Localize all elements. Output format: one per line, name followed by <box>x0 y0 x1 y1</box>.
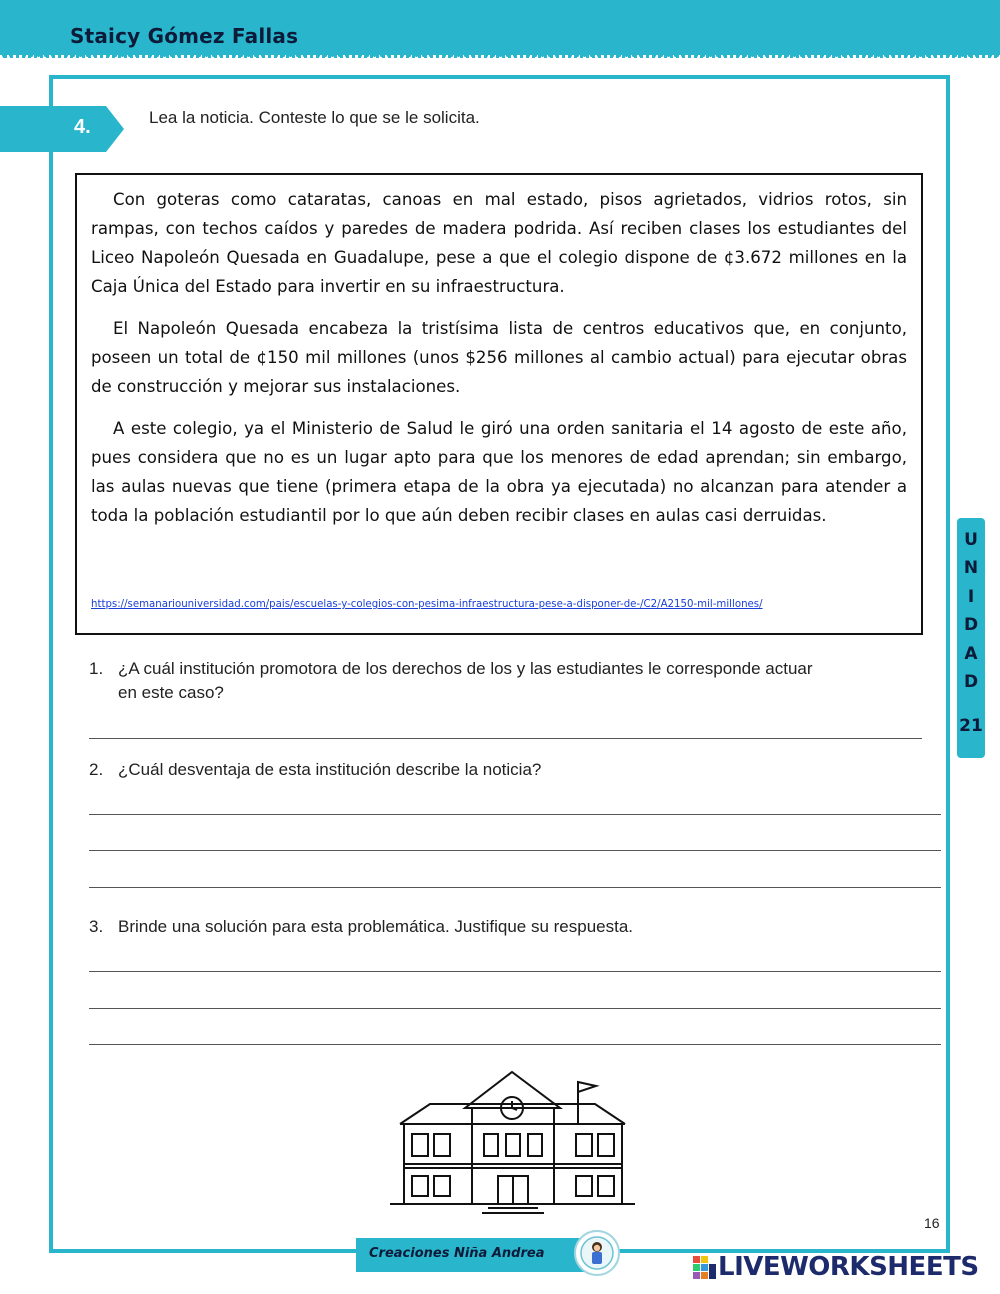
exercise-number-tab <box>0 106 124 152</box>
page-number: 16 <box>924 1215 940 1231</box>
unit-letter: A <box>964 644 978 664</box>
question-number: 1. <box>89 659 104 678</box>
question-text: Brinde una solución para esta problemática. Justifique su respuesta. <box>118 917 634 936</box>
footer-banner-text: Creaciones Niña Andrea <box>369 1246 545 1261</box>
author-logo-icon <box>574 1230 620 1276</box>
answer-line[interactable] <box>89 850 941 851</box>
answer-line[interactable] <box>89 971 941 972</box>
question-3 <box>89 915 929 941</box>
question-text: ¿Cuál desventaja de esta institución describe la noticia? <box>118 760 542 779</box>
answer-line[interactable] <box>89 738 922 739</box>
question-1 <box>89 657 929 707</box>
answer-line[interactable] <box>89 1008 941 1009</box>
unit-letter: D <box>963 672 979 692</box>
unit-letter: U <box>964 530 978 550</box>
school-building-icon <box>390 1068 635 1216</box>
liveworksheets-watermark: LIVEWORKSHEETS <box>718 1252 979 1282</box>
question-text: en este caso? <box>118 683 224 702</box>
header-dotted-border <box>0 52 1000 60</box>
news-paragraph: Con goteras como cataratas, canoas en mal estado, pisos agrietados, vidrios rotos, sin rampas, con techos caídos y paredes de madera podrida. Así reciben clases los estudiantes del Liceo Napoleón Quesada en Guadalupe, pese a que el colegio dispone de ¢3.672 millones en la Caja Única del Estado para invertir en su infraestructura. <box>91 190 907 296</box>
exercise-instruction: Lea la noticia. Conteste lo que se le solicita. <box>149 108 480 127</box>
question-number: 2. <box>89 760 104 779</box>
question-number: 3. <box>89 917 104 936</box>
answer-line[interactable] <box>89 814 941 815</box>
news-paragraph: El Napoleón Quesada encabeza la tristísima lista de centros educativos que, en conjunto, poseen un total de ¢150 mil millones (unos $256 millones al cambio actual) para ejecutar obras de construcción y mejorar sus instalaciones. <box>91 319 907 396</box>
answer-line[interactable] <box>89 887 941 888</box>
answer-line[interactable] <box>89 1044 941 1045</box>
question-2 <box>89 758 929 784</box>
news-article-box <box>75 173 923 635</box>
unit-letter: I <box>967 587 975 607</box>
news-paragraph: A este colegio, ya el Ministerio de Salud le giró una orden sanitaria el 14 agosto de este año, pues considera que no es un lugar apto para que los menores de edad aprendan; sin embargo, las aulas nuevas que tiene (primera etapa de la obra ya ejecutada) no alcanzan para atender a toda la población estudiantil por lo que aún deben recibir clases en aulas casi derruidas. <box>91 419 907 525</box>
unit-letter: D <box>963 615 979 635</box>
author-name: Staicy Gómez Fallas <box>70 24 299 48</box>
question-text: ¿A cuál institución promotora de los derechos de los y las estudiantes le corresponde actuar <box>118 659 813 678</box>
unit-letter: N <box>963 558 979 578</box>
exercise-number: 4. <box>74 116 91 138</box>
source-link[interactable]: https://semanariouniversidad.com/pais/escuelas-y-colegios-con-pesima-infraestructura-pese-a-disponer-de-/C2/A2150-mil-millones/ <box>91 599 763 610</box>
unit-number: 21 <box>959 716 983 736</box>
liveworksheets-logo-icon <box>693 1256 717 1282</box>
